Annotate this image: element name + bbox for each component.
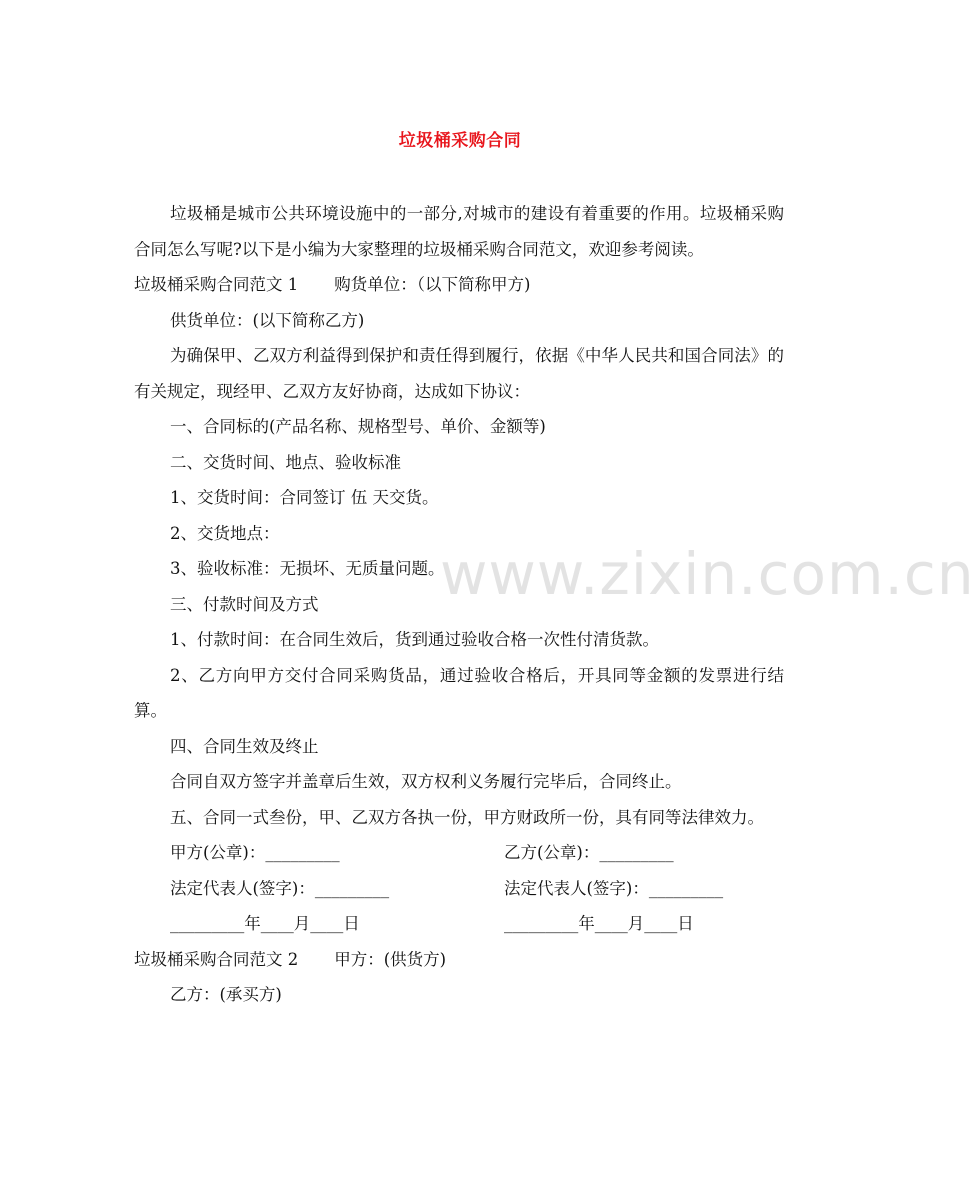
clause-4-text: 合同自双方签字并盖章后生效，双方权利义务履行完毕后，合同终止。	[170, 772, 682, 791]
clause-4: 四、合同生效及终止	[170, 736, 319, 756]
sample2-heading-line	[134, 942, 784, 978]
signature-seal-row	[134, 835, 784, 871]
clause-3-1: 1、付款时间：在合同生效后，货到通过验收合格一次性付清货款。	[170, 630, 659, 649]
clause-3-2: 2、乙方向甲方交付合同采购货品，通过验收合格后，开具同等金额的发票进行结算。	[134, 665, 784, 720]
sample2-party-b: 乙方：(承买方)	[170, 985, 282, 1004]
preamble-paragraph: 为确保甲、乙双方利益得到保护和责任得到履行，依据《中华人民共和国合同法》的有关规定，现经甲、乙双方友好协商，达成如下协议：	[134, 346, 784, 401]
signature-rep-row	[134, 871, 784, 907]
clause-5: 五、合同一式叁份，甲、乙双方各执一份，甲方财政所一份，具有同等法律效力。	[170, 807, 764, 827]
clause-3: 三、付款时间及方式	[170, 594, 319, 614]
party-a-date: _________年____月____日	[170, 914, 360, 933]
party-b-date: _________年____月____日	[504, 914, 694, 933]
supplier-line: 供货单位：(以下简称乙方)	[170, 310, 365, 330]
clause-2: 二、交货时间、地点、验收标准	[170, 452, 401, 472]
sample1-heading: 垃圾桶采购合同范文 1	[134, 275, 299, 294]
party-a-representative: 法定代表人(签字)：_________	[170, 878, 390, 898]
party-b-seal: 乙方(公章)：_________	[504, 843, 674, 862]
sample2-heading: 垃圾桶采购合同范文 2	[134, 949, 299, 969]
watermark: www.zixin.com.cn	[440, 540, 975, 608]
buyer-line: 购货单位：（以下简称甲方)	[334, 275, 531, 294]
document-body	[134, 196, 784, 1013]
sample2-party-a: 甲方：(供货方)	[334, 949, 447, 969]
sample1-heading-line	[134, 267, 784, 303]
clause-2-1: 1、交货时间：合同签订 伍 天交货。	[170, 488, 439, 507]
party-a-seal: 甲方(公章)：_________	[170, 843, 340, 862]
signature-date-row	[134, 906, 784, 942]
clause-1: 一、合同标的(产品名称、规格型号、单价、金额等)	[170, 417, 546, 436]
party-b-representative: 法定代表人(签字)：_________	[504, 878, 724, 898]
clause-2-3: 3、验收标准：无损坏、无质量问题。	[170, 559, 445, 578]
clause-2-2: 2、交货地点：	[170, 523, 280, 543]
document-title: 垃圾桶采购合同	[398, 131, 522, 151]
intro-paragraph: 垃圾桶是城市公共环境设施中的一部分,对城市的建设有着重要的作用。垃圾桶采购合同怎么写呢?以下是小编为大家整理的垃圾桶采购合同范文，欢迎参考阅读。	[134, 204, 784, 259]
